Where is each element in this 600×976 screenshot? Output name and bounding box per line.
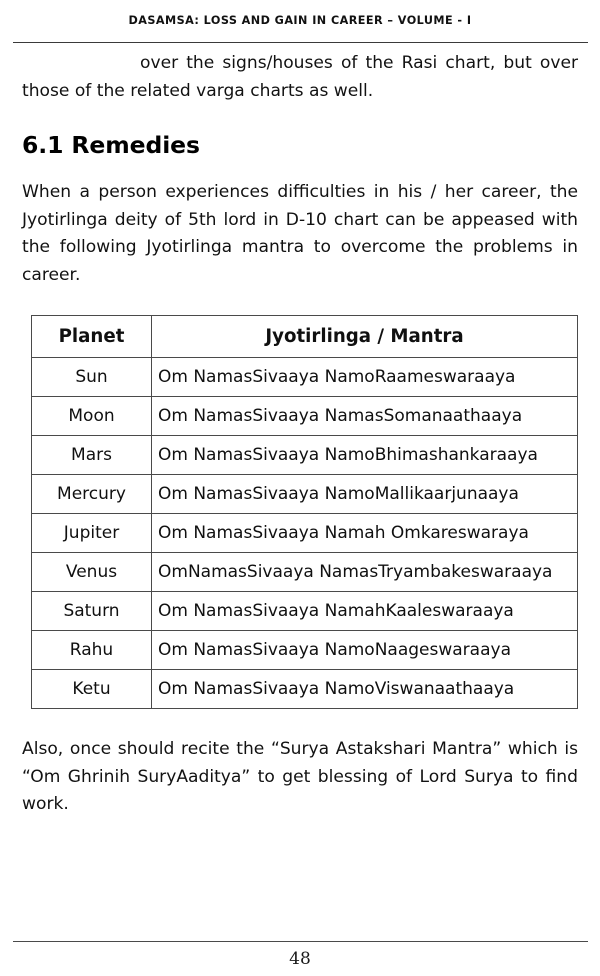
section-heading: 6.1 Remedies xyxy=(22,131,200,159)
column-header-planet: Planet xyxy=(32,316,152,358)
cell-planet: Moon xyxy=(32,397,152,436)
cell-planet: Mercury xyxy=(32,475,152,514)
cell-planet: Saturn xyxy=(32,592,152,631)
cell-mantra: Om NamasSivaaya NamahKaaleswaraaya xyxy=(152,592,578,631)
cell-mantra: Om NamasSivaaya NamoMallikaarjunaaya xyxy=(152,475,578,514)
cell-planet: Jupiter xyxy=(32,514,152,553)
intro-paragraph: When a person experiences difficulties in his / her career, the Jyotirlinga deity of 5th lord in D-10 chart can be appeased with the following Jyotirlinga mantra to overcome the problems in career. xyxy=(22,182,578,285)
table-row xyxy=(32,670,578,709)
header-rule xyxy=(13,42,588,43)
table-row xyxy=(32,592,578,631)
table-row xyxy=(32,553,578,592)
cell-mantra: Om NamasSivaaya NamoBhimashankaraaya xyxy=(152,436,578,475)
table-header-row xyxy=(32,316,578,358)
cell-planet: Venus xyxy=(32,553,152,592)
table-row xyxy=(32,397,578,436)
cell-mantra: Om NamasSivaaya NamoRaameswaraaya xyxy=(152,358,578,397)
table-row xyxy=(32,475,578,514)
table-row xyxy=(32,436,578,475)
table-row xyxy=(32,631,578,670)
cell-mantra: Om NamasSivaaya Namah Omkareswaraya xyxy=(152,514,578,553)
table-row xyxy=(32,514,578,553)
page-number: 48 xyxy=(289,949,311,969)
footer-rule xyxy=(13,941,588,942)
page-content xyxy=(22,50,578,819)
cell-mantra: Om NamasSivaaya NamoViswanaathaaya xyxy=(152,670,578,709)
table-row xyxy=(32,358,578,397)
continuation-paragraph: over the signs/houses of the Rasi chart, but over those of the related varga charts as well. xyxy=(22,53,578,101)
cell-mantra: Om NamasSivaaya NamasSomanaathaaya xyxy=(152,397,578,436)
cell-planet: Sun xyxy=(32,358,152,397)
mantra-table-container xyxy=(22,315,578,709)
column-header-mantra: Jyotirlinga / Mantra xyxy=(152,316,578,358)
cell-planet: Ketu xyxy=(32,670,152,709)
cell-mantra: OmNamasSivaaya NamasTryambakeswaraaya xyxy=(152,553,578,592)
table-body xyxy=(32,358,578,709)
closing-paragraph: Also, once should recite the “Surya Astakshari Mantra” which is “Om Ghrinih SuryAaditya” to get blessing of Lord Surya to find work. xyxy=(22,739,578,814)
jyotirlinga-mantra-table xyxy=(31,315,578,709)
cell-planet: Mars xyxy=(32,436,152,475)
running-head: DASAMSA: LOSS AND GAIN IN CAREER – VOLUME - I xyxy=(128,14,472,27)
cell-mantra: Om NamasSivaaya NamoNaageswaraaya xyxy=(152,631,578,670)
table-head xyxy=(32,316,578,358)
cell-planet: Rahu xyxy=(32,631,152,670)
